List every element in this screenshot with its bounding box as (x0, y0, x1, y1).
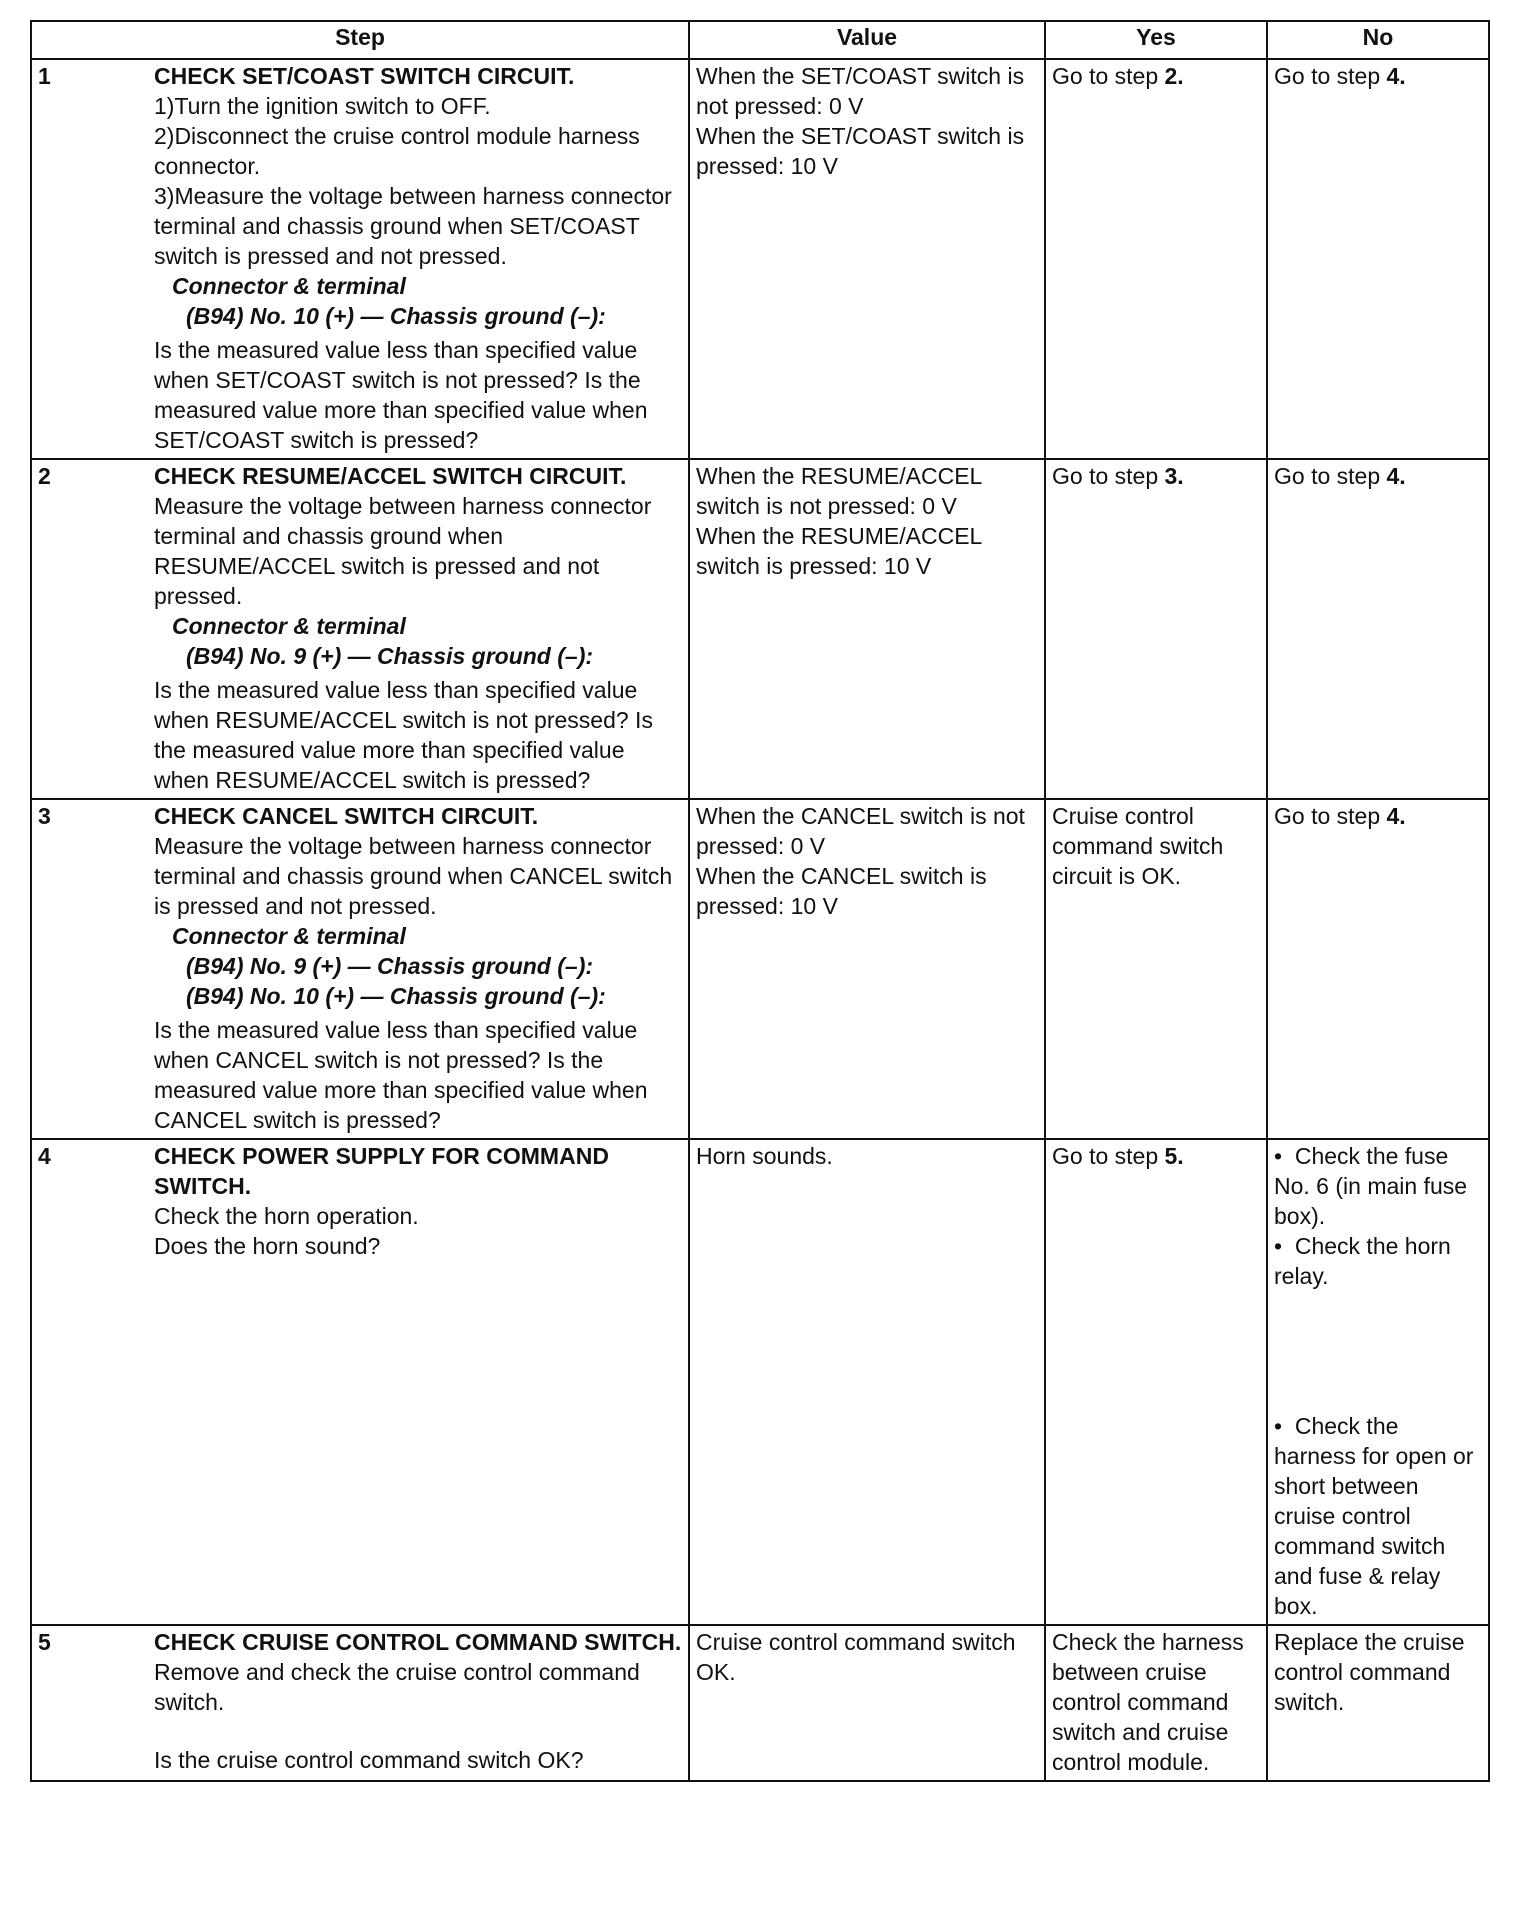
value-cell (689, 59, 1045, 459)
yes-cell (1045, 1625, 1267, 1781)
value-cell (689, 1139, 1045, 1625)
no-cell (1267, 59, 1489, 459)
step-instruction: Measure the voltage between harness connector terminal and chassis ground when RESUME/ACCEL switch is pressed and not pressed. (154, 493, 652, 609)
table-row (31, 459, 1489, 799)
value-line: When the CANCEL switch is not pressed: 0 V (696, 803, 1025, 859)
value-line: When the CANCEL switch is pressed: 10 V (696, 863, 987, 919)
step-cell (31, 59, 689, 459)
yes-text: Check the harness between cruise control command switch and cruise control module. (1052, 1629, 1244, 1775)
step-instruction: Measure the voltage between harness connector terminal and chassis ground when CANCEL switch is pressed and not pressed. (154, 833, 673, 919)
header-yes: Yes (1045, 21, 1267, 59)
go-to-label: Go to step (1052, 63, 1159, 89)
go-to-step-number: 4. (1386, 463, 1406, 489)
value-line: Horn sounds. (696, 1143, 833, 1169)
step-question: Is the measured value less than specified value when CANCEL switch is not pressed? Is the measured value more than specified value when CANCEL switch is pressed? (154, 1017, 648, 1133)
yes-cell (1045, 799, 1267, 1139)
step-number: 5 (38, 1629, 51, 1655)
step-cell (31, 459, 689, 799)
yes-cell (1045, 1139, 1267, 1625)
header-step: Step (31, 21, 689, 59)
yes-cell (1045, 459, 1267, 799)
step-instruction: 3)Measure the voltage between harness connector terminal and chassis ground when SET/COAST switch is pressed and not pressed. (154, 183, 672, 269)
yes-text: Cruise control command switch circuit is OK. (1052, 803, 1224, 889)
terminal-spec: (B94) No. 9 (+) — Chassis ground (–): (186, 643, 594, 669)
no-bullet: • Check the fuse No. 6 (in main fuse box). (1274, 1141, 1483, 1231)
step-title: CHECK RESUME/ACCEL SWITCH CIRCUIT. (154, 463, 627, 489)
connector-label: Connector & terminal (172, 613, 406, 639)
step-number: 1 (38, 63, 51, 89)
step-title: CHECK POWER SUPPLY FOR COMMAND SWITCH. (154, 1143, 609, 1199)
value-cell (689, 459, 1045, 799)
no-bullet: • Check the harness for open or short between cruise control command switch and fuse & relay box. (1274, 1411, 1483, 1621)
table-row (31, 799, 1489, 1139)
header-value: Value (689, 21, 1045, 59)
diagnostic-table (30, 20, 1490, 1782)
terminal-spec: (B94) No. 10 (+) — Chassis ground (–): (186, 303, 606, 329)
step-question: Is the cruise control command switch OK? (154, 1747, 584, 1773)
go-to-label: Go to step (1052, 463, 1159, 489)
step-question: Does the horn sound? (154, 1233, 381, 1259)
no-cell (1267, 459, 1489, 799)
value-line: When the RESUME/ACCEL switch is not pressed: 0 V (696, 463, 982, 519)
yes-cell (1045, 59, 1267, 459)
go-to-label: Go to step (1274, 463, 1381, 489)
step-instruction: Check the horn operation. (154, 1203, 419, 1229)
step-title: CHECK CANCEL SWITCH CIRCUIT. (154, 803, 539, 829)
go-to-step-number: 2. (1164, 63, 1184, 89)
go-to-step-number: 4. (1386, 803, 1406, 829)
go-to-label: Go to step (1274, 63, 1381, 89)
step-number: 4 (38, 1143, 51, 1169)
step-instruction: 1)Turn the ignition switch to OFF. (154, 93, 491, 119)
table-row (31, 1139, 1489, 1625)
table-row (31, 59, 1489, 459)
header-no: No (1267, 21, 1489, 59)
step-instruction: Remove and check the cruise control command switch. (154, 1659, 640, 1715)
step-cell (31, 799, 689, 1139)
table-row (31, 1625, 1489, 1781)
connector-label: Connector & terminal (172, 273, 406, 299)
go-to-label: Go to step (1274, 803, 1381, 829)
go-to-label: Go to step (1052, 1143, 1159, 1169)
no-bullet: • Check the horn relay. (1274, 1231, 1483, 1291)
step-title: CHECK SET/COAST SWITCH CIRCUIT. (154, 63, 575, 89)
terminal-spec: (B94) No. 9 (+) — Chassis ground (–): (186, 953, 594, 979)
connector-label: Connector & terminal (172, 923, 406, 949)
step-cell (31, 1625, 689, 1781)
no-cell (1267, 1139, 1489, 1625)
go-to-step-number: 3. (1164, 463, 1184, 489)
step-instruction: 2)Disconnect the cruise control module harness connector. (154, 123, 640, 179)
step-number: 3 (38, 803, 51, 829)
header-row (31, 21, 1489, 59)
no-text: Replace the cruise control command switch. (1274, 1629, 1465, 1715)
value-line: When the SET/COAST switch is not pressed: 0 V (696, 63, 1025, 119)
step-question: Is the measured value less than specified value when SET/COAST switch is not pressed? Is the measured value more than specified value when SET/COAST switch is pressed? (154, 337, 648, 453)
step-title: CHECK CRUISE CONTROL COMMAND SWITCH. (154, 1629, 682, 1655)
no-cell (1267, 799, 1489, 1139)
value-cell (689, 799, 1045, 1139)
step-cell (31, 1139, 689, 1625)
value-line: When the SET/COAST switch is pressed: 10 V (696, 123, 1025, 179)
value-line: When the RESUME/ACCEL switch is pressed: 10 V (696, 523, 982, 579)
value-line: Cruise control command switch OK. (696, 1629, 1016, 1685)
go-to-step-number: 4. (1386, 63, 1406, 89)
value-cell (689, 1625, 1045, 1781)
no-cell (1267, 1625, 1489, 1781)
terminal-spec: (B94) No. 10 (+) — Chassis ground (–): (186, 983, 606, 1009)
step-number: 2 (38, 463, 51, 489)
step-question: Is the measured value less than specified value when RESUME/ACCEL switch is not pressed? Is the measured value more than specified value when RESUME/ACCEL switch is pressed? (154, 677, 653, 793)
go-to-step-number: 5. (1164, 1143, 1184, 1169)
